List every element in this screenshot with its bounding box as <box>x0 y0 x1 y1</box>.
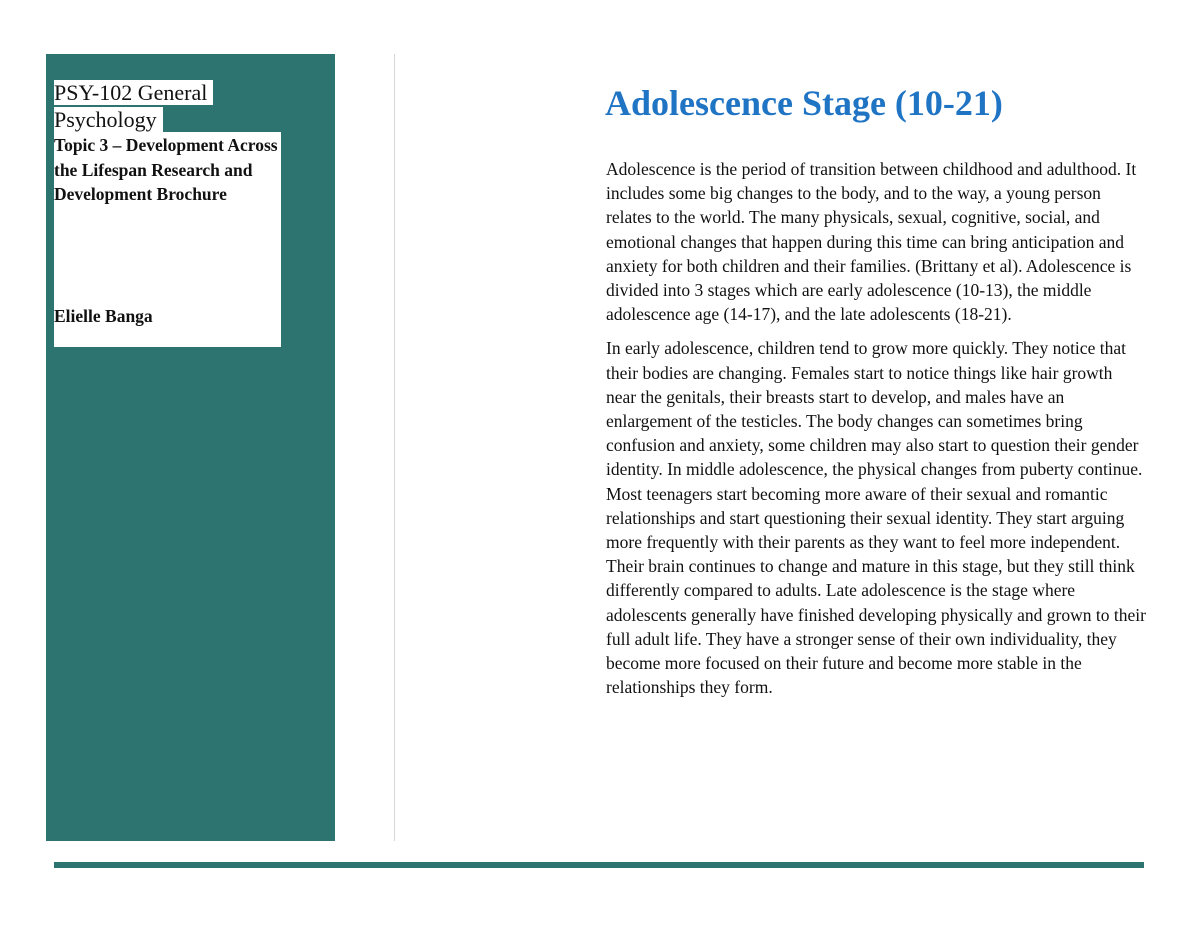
paragraph-stages: In early adolescence, children tend to grow more quickly. They notice that their bodies are changing. Females start to notice things like hair growth near the genitals, their breasts start to develop, and males have an enlargement of the testicles. The body changes can sometimes bring confusion and anxiety, some children may also start to question their gender identity. In middle adolescence, the physical changes from puberty continue. Most teenagers start becoming more aware of their sexual and romantic relationships and start questioning their sexual identity. They start arguing more frequently with their parents as they want to feel more independent. Their brain continues to change and mature in this stage, but they still think differently compared to adults. Late adolescence is the stage where adolescents generally have finished developing physically and grown to their full adult life. They have a stronger sense of their own individuality, they become more focused on their future and become more stable in the relationships they form. <box>606 338 1146 698</box>
course-title-line-1: PSY-102 General <box>54 80 213 105</box>
section-heading: Adolescence Stage (10-21) <box>605 83 1003 123</box>
body-text <box>606 157 1146 709</box>
column-divider <box>394 54 395 841</box>
bottom-rule <box>54 862 1144 868</box>
paragraph-intro: Adolescence is the period of transition between childhood and adulthood. It includes some big changes to the body, and to the way, a young person relates to the world. The many physicals, sexual, cognitive, social, and emotional changes that happen during this time can bring anticipation and anxiety for both children and their families. (Brittany et al). Adolescence is divided into 3 stages which are early adolescence (10-13), the middle adolescence age (14-17), and the late adolescents (18-21). <box>606 159 1137 325</box>
course-title-line-2: Psychology <box>54 107 163 132</box>
topic-title: Topic 3 – Development Across the Lifespan Research and Development Brochure <box>54 135 278 204</box>
author-name: Elielle Banga <box>54 306 153 326</box>
course-title <box>54 79 213 133</box>
info-box <box>54 132 281 347</box>
